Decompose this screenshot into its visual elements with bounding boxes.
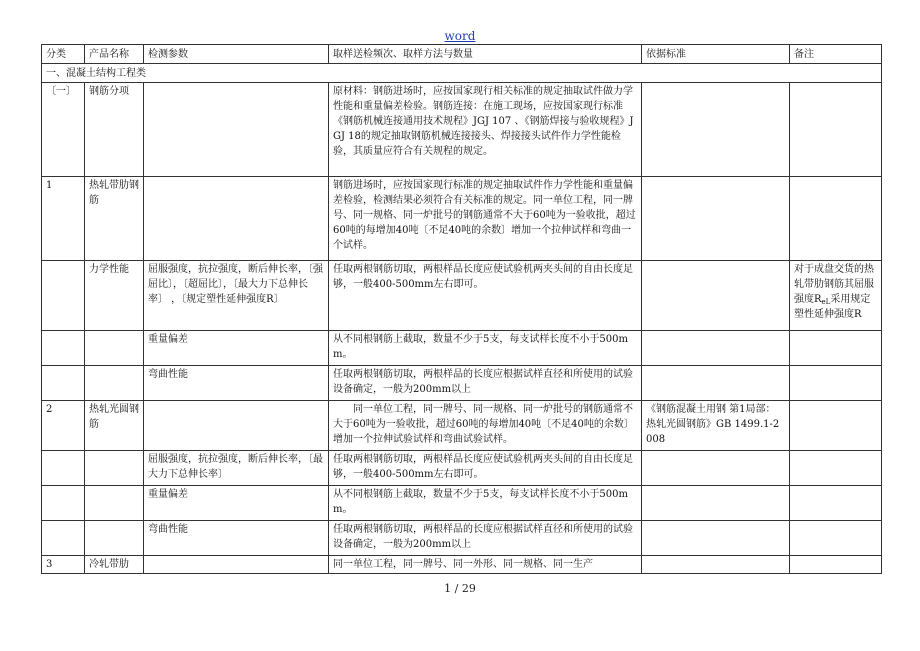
cell-category <box>42 366 85 401</box>
table-row <box>42 177 882 261</box>
cell-standard <box>642 451 790 486</box>
cell-note <box>790 451 882 486</box>
cell-param: 弯曲性能 <box>144 521 329 556</box>
cell-note <box>790 401 882 451</box>
cell-category: 1 <box>42 177 85 261</box>
column-header: 备注 <box>790 45 882 64</box>
table-row <box>42 401 882 451</box>
cell-category <box>42 521 85 556</box>
cell-method: 任取两根钢筋切取，两根样品的长度应根据试样直径和所使用的试验设备确定，一般为200mm以上 <box>329 521 642 556</box>
cell-category <box>42 261 85 331</box>
cell-category <box>42 486 85 521</box>
column-header: 产品名称 <box>85 45 144 64</box>
column-header: 分类 <box>42 45 85 64</box>
section-row <box>42 64 882 83</box>
cell-note <box>790 366 882 401</box>
cell-product <box>85 451 144 486</box>
table-row <box>42 83 882 177</box>
cell-standard <box>642 331 790 366</box>
note-subscript: eL <box>821 298 831 306</box>
cell-standard: 《钢筋混凝土用钢 第1局部：热轧光圆钢筋》GB 1499.1-2008 <box>642 401 790 451</box>
cell-standard <box>642 83 790 177</box>
cell-product: 热轧带肋钢筋 <box>85 177 144 261</box>
table-row <box>42 521 882 556</box>
note-text: 对于成盘交货的热轧带肋钢筋其屈服强度R <box>794 264 874 305</box>
cell-method: 同一单位工程，同一牌号、同一规格、同一炉批号的钢筋通常不大于60吨为一验收批，超过60吨的每增加40吨〔不足40吨的余数〕增加一个拉伸试验试样和弯曲试验试样。 <box>329 401 642 451</box>
cell-product: 热轧光圆钢筋 <box>85 401 144 451</box>
table-row <box>42 331 882 366</box>
cell-method: 任取两根钢筋切取，两根样品的长度应根据试样直径和所使用的试验设备确定，一般为200mm以上 <box>329 366 642 401</box>
cell-note <box>790 261 882 331</box>
cell-param <box>144 83 329 177</box>
cell-product: 冷轧带肋 <box>85 556 144 574</box>
cell-category: 2 <box>42 401 85 451</box>
cell-product <box>85 366 144 401</box>
cell-note <box>790 521 882 556</box>
cell-param: 重量偏差 <box>144 486 329 521</box>
column-header: 依据标准 <box>642 45 790 64</box>
cell-category: 3 <box>42 556 85 574</box>
table-header-row <box>42 45 882 64</box>
cell-param <box>144 401 329 451</box>
section-title: 一、混凝土结构工程类 <box>42 64 882 83</box>
cell-param <box>144 177 329 261</box>
cell-note <box>790 83 882 177</box>
cell-method: 原材料：钢筋进场时，应按国家现行相关标准的规定抽取试件做力学性能和重量偏差检验。钢筋连接：在施工现场，应按国家现行标准《钢筋机械连接通用技术规程》JGJ 107 、《钢筋焊接与验收规程》JGJ 18的规定抽取钢筋机械连接接头、焊接接头试件作力学性能检验，其质量应符合有关规程的规定。 <box>329 83 642 177</box>
cell-method: 同一单位工程，同一牌号、同一外形、同一规格、同一生产 <box>329 556 642 574</box>
cell-standard <box>642 486 790 521</box>
cell-standard <box>642 521 790 556</box>
table-row <box>42 486 882 521</box>
cell-param: 屈服强度，抗拉强度，断后伸长率，〔最大力下总伸长率〕 <box>144 451 329 486</box>
cell-category: 〔一〕 <box>42 83 85 177</box>
test-spec-table <box>41 44 882 574</box>
cell-note <box>790 331 882 366</box>
cell-note <box>790 486 882 521</box>
cell-method: 钢筋进场时，应按国家现行标准的规定抽取试件作力学性能和重量偏差检验，检测结果必须符合有关标准的规定。同一单位工程，同一牌号、同一规格、同一炉批号的钢筋通常不大于60吨为一验收批，超过60吨的每增加40吨〔不足40吨的余数〕增加一个拉伸试样和弯曲一个试样。 <box>329 177 642 261</box>
cell-note <box>790 556 882 574</box>
cell-standard <box>642 556 790 574</box>
cell-category <box>42 451 85 486</box>
cell-method: 任取两根钢筋切取，两根样品长度应使试验机两夹头间的自由长度足够，一般400-500mm左右即可。 <box>329 261 642 331</box>
table-row <box>42 556 882 574</box>
cell-product: 力学性能 <box>85 261 144 331</box>
cell-product <box>85 521 144 556</box>
table-row <box>42 366 882 401</box>
page-number: 1 / 29 <box>444 582 476 595</box>
cell-standard <box>642 261 790 331</box>
column-header: 取样送检频次、取样方法与数量 <box>329 45 642 64</box>
table-row <box>42 261 882 331</box>
cell-param: 重量偏差 <box>144 331 329 366</box>
cell-method: 从不同根钢筋上截取，数量不少于5支，每支试样长度不小于500mm。 <box>329 486 642 521</box>
table-row <box>42 451 882 486</box>
cell-method: 从不同根钢筋上截取，数量不少于5支，每支试样长度不小于500mm。 <box>329 331 642 366</box>
note-text-tail: 采用规定塑性延伸强度R <box>794 294 871 320</box>
cell-param <box>144 556 329 574</box>
cell-category <box>42 331 85 366</box>
cell-param: 弯曲性能 <box>144 366 329 401</box>
cell-method: 任取两根钢筋切取，两根样品长度应使试验机两夹头间的自由长度足够，一般400-500mm左右即可。 <box>329 451 642 486</box>
page-header[interactable]: word <box>444 29 476 43</box>
cell-product <box>85 331 144 366</box>
cell-standard <box>642 366 790 401</box>
column-header: 检测参数 <box>144 45 329 64</box>
cell-param: 屈服强度，抗拉强度，断后伸长率，〔强屈比〕，〔超屈比〕，〔最大力下总伸长率〕 ，〔规定塑性延伸强度R〕 <box>144 261 329 331</box>
cell-product <box>85 486 144 521</box>
cell-note <box>790 177 882 261</box>
cell-standard <box>642 177 790 261</box>
cell-product: 钢筋分项 <box>85 83 144 177</box>
